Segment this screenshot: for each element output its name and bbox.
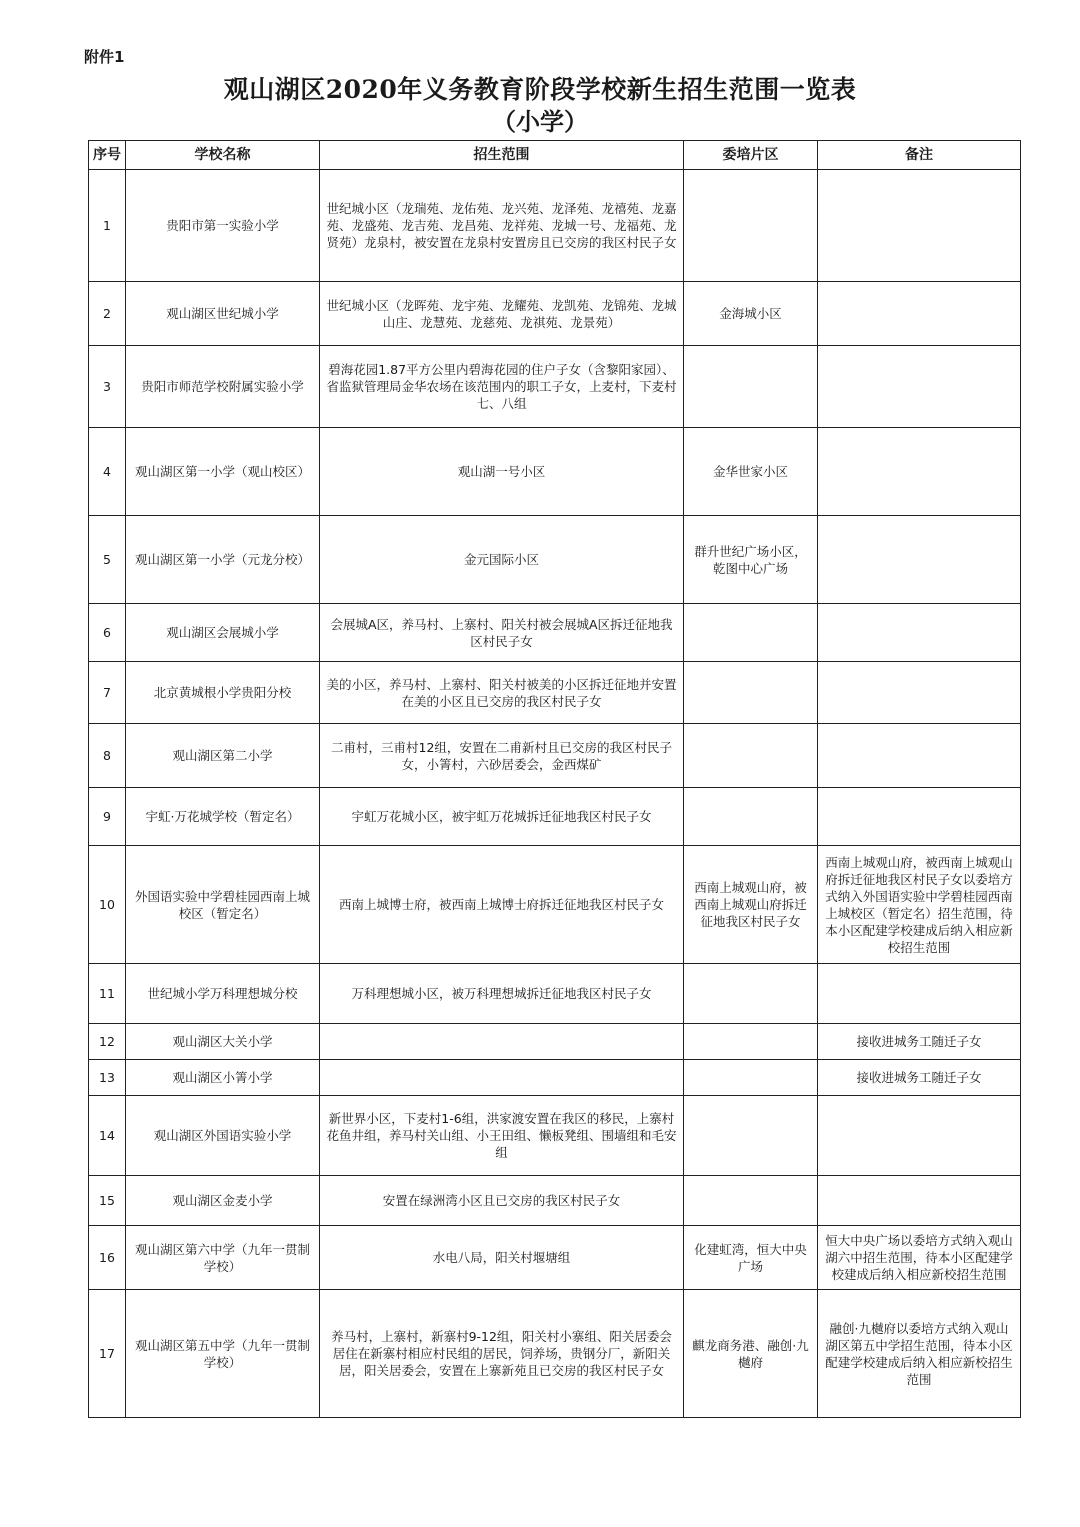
table-cell-note: 接收进城务工随迁子女 — [818, 1060, 1021, 1096]
table-cell-school: 宇虹·万花城学校（暂定名） — [126, 788, 320, 846]
table-row — [89, 724, 1021, 788]
table-cell-seq: 2 — [89, 282, 126, 346]
table-cell-school: 观山湖区第五中学（九年一贯制学校） — [126, 1290, 320, 1418]
table-cell-area — [684, 1060, 818, 1096]
table-cell-note — [818, 170, 1021, 282]
table-cell-school: 贵阳市师范学校附属实验小学 — [126, 346, 320, 428]
table-cell-note — [818, 724, 1021, 788]
table-cell-note — [818, 788, 1021, 846]
table-cell-scope — [320, 1060, 684, 1096]
header-scope: 招生范围 — [320, 141, 684, 170]
table-cell-scope: 西南上城博士府，被西南上城博士府拆迁征地我区村民子女 — [320, 846, 684, 964]
table-cell-seq: 12 — [89, 1024, 126, 1060]
table-cell-scope: 金元国际小区 — [320, 516, 684, 604]
table-cell-note: 接收进城务工随迁子女 — [818, 1024, 1021, 1060]
table-cell-area — [684, 964, 818, 1024]
table-row — [89, 1290, 1021, 1418]
table-cell-seq: 7 — [89, 662, 126, 724]
table-row — [89, 1096, 1021, 1176]
table-cell-scope: 新世界小区，下麦村1-6组，洪家渡安置在我区的移民，上寨村花鱼井组，养马村关山组、小王田组、懒板凳组、围墙组和毛安组 — [320, 1096, 684, 1176]
table-row — [89, 428, 1021, 516]
table-cell-seq: 1 — [89, 170, 126, 282]
table-cell-note — [818, 1176, 1021, 1226]
table-cell-area: 麒龙商务港、融创·九樾府 — [684, 1290, 818, 1418]
table-row — [89, 964, 1021, 1024]
table-cell-area: 西南上城观山府，被西南上城观山府拆迁征地我区村民子女 — [684, 846, 818, 964]
table-row — [89, 788, 1021, 846]
table-cell-scope: 二甫村，三甫村12组，安置在二甫新村且已交房的我区村民子女，小箐村，六砂居委会，金西煤矿 — [320, 724, 684, 788]
table-cell-note — [818, 346, 1021, 428]
table-cell-seq: 13 — [89, 1060, 126, 1096]
table-cell-school: 观山湖区小箐小学 — [126, 1060, 320, 1096]
table-cell-school: 贵阳市第一实验小学 — [126, 170, 320, 282]
table-row — [89, 516, 1021, 604]
table-cell-seq: 10 — [89, 846, 126, 964]
table-cell-seq: 17 — [89, 1290, 126, 1418]
table-cell-scope: 会展城A区，养马村、上寨村、阳关村被会展城A区拆迁征地我区村民子女 — [320, 604, 684, 662]
table-cell-seq: 11 — [89, 964, 126, 1024]
header-school: 学校名称 — [126, 141, 320, 170]
table-cell-school: 观山湖区第一小学（观山校区） — [126, 428, 320, 516]
table-cell-school: 观山湖区金麦小学 — [126, 1176, 320, 1226]
table-cell-seq: 6 — [89, 604, 126, 662]
table-cell-scope: 世纪城小区（龙晖苑、龙宇苑、龙耀苑、龙凯苑、龙锦苑、龙城山庄、龙慧苑、龙慈苑、龙祺苑、龙景苑） — [320, 282, 684, 346]
table-cell-seq: 4 — [89, 428, 126, 516]
table-cell-note: 融创·九樾府以委培方式纳入观山湖区第五中学招生范围，待本小区配建学校建成后纳入相应新校招生范围 — [818, 1290, 1021, 1418]
table-cell-school: 外国语实验中学碧桂园西南上城校区（暂定名） — [126, 846, 320, 964]
table-cell-note — [818, 964, 1021, 1024]
table-cell-note — [818, 516, 1021, 604]
table-cell-scope — [320, 1024, 684, 1060]
table-cell-scope: 养马村，上寨村，新寨村9-12组，阳关村小寨组、阳关居委会居住在新寨村相应村民组的居民，饲养场，贵钢分厂，新阳关居，阳关居委会，安置在上寨新苑且已交房的我区村民子女 — [320, 1290, 684, 1418]
table-cell-area — [684, 788, 818, 846]
table-cell-school: 世纪城小学万科理想城分校 — [126, 964, 320, 1024]
table-cell-scope: 宇虹万花城小区，被宇虹万花城拆迁征地我区村民子女 — [320, 788, 684, 846]
table-cell-seq: 8 — [89, 724, 126, 788]
table-header-row — [89, 141, 1021, 170]
table-cell-area — [684, 1176, 818, 1226]
table-cell-note — [818, 1096, 1021, 1176]
table-cell-school: 北京黄城根小学贵阳分校 — [126, 662, 320, 724]
table-cell-area — [684, 346, 818, 428]
table-row — [89, 1226, 1021, 1290]
table-cell-scope: 世纪城小区（龙瑞苑、龙佑苑、龙兴苑、龙泽苑、龙禧苑、龙嘉苑、龙盛苑、龙吉苑、龙昌苑、龙祥苑、龙城一号、龙福苑、龙贤苑）龙泉村，被安置在龙泉村安置房且已交房的我区村民子女 — [320, 170, 684, 282]
table-row — [89, 662, 1021, 724]
table-cell-scope: 万科理想城小区，被万科理想城拆迁征地我区村民子女 — [320, 964, 684, 1024]
table-cell-area: 金海城小区 — [684, 282, 818, 346]
header-area: 委培片区 — [684, 141, 818, 170]
table-cell-area — [684, 1024, 818, 1060]
table-cell-seq: 14 — [89, 1096, 126, 1176]
header-seq: 序号 — [89, 141, 126, 170]
annex-label: 附件1 — [84, 48, 125, 66]
table-row — [89, 846, 1021, 964]
table-cell-area — [684, 170, 818, 282]
table-cell-note — [818, 282, 1021, 346]
table-cell-note — [818, 428, 1021, 516]
table-cell-school: 观山湖区第六中学（九年一贯制学校） — [126, 1226, 320, 1290]
table-cell-note: 恒大中央广场以委培方式纳入观山湖六中招生范围，待本小区配建学校建成后纳入相应新校招生范围 — [818, 1226, 1021, 1290]
table-cell-scope: 观山湖一号小区 — [320, 428, 684, 516]
table-cell-note: 西南上城观山府，被西南上城观山府拆迁征地我区村民子女以委培方式纳入外国语实验中学碧桂园西南上城校区（暂定名）招生范围，待本小区配建学校建成后纳入相应新校招生范围 — [818, 846, 1021, 964]
table-row — [89, 1024, 1021, 1060]
table-cell-note — [818, 604, 1021, 662]
table-cell-school: 观山湖区会展城小学 — [126, 604, 320, 662]
table-cell-scope: 安置在绿洲湾小区且已交房的我区村民子女 — [320, 1176, 684, 1226]
table-cell-school: 观山湖区第一小学（元龙分校） — [126, 516, 320, 604]
table-cell-seq: 5 — [89, 516, 126, 604]
table-cell-note — [818, 662, 1021, 724]
header-note: 备注 — [818, 141, 1021, 170]
table-row — [89, 282, 1021, 346]
table-cell-area — [684, 724, 818, 788]
page-subtitle: （小学） — [492, 107, 588, 136]
table-cell-scope: 碧海花园1.87平方公里内碧海花园的住户子女（含黎阳家园）、省监狱管理局金华农场在该范围内的职工子女，上麦村，下麦村七、八组 — [320, 346, 684, 428]
table-cell-area: 金华世家小区 — [684, 428, 818, 516]
enrollment-table — [88, 140, 1021, 1418]
table-cell-school: 观山湖区第二小学 — [126, 724, 320, 788]
table-row — [89, 1060, 1021, 1096]
table-cell-school: 观山湖区外国语实验小学 — [126, 1096, 320, 1176]
table-cell-seq: 3 — [89, 346, 126, 428]
table-row — [89, 604, 1021, 662]
table-cell-area — [684, 662, 818, 724]
table-cell-seq: 9 — [89, 788, 126, 846]
table-cell-scope: 水电八局，阳关村堰塘组 — [320, 1226, 684, 1290]
table-row — [89, 170, 1021, 282]
page-title: 观山湖区2020年义务教育阶段学校新生招生范围一览表 — [223, 75, 857, 104]
table-cell-area — [684, 1096, 818, 1176]
table-cell-scope: 美的小区，养马村、上寨村、阳关村被美的小区拆迁征地并安置在美的小区且已交房的我区村民子女 — [320, 662, 684, 724]
table-cell-school: 观山湖区世纪城小学 — [126, 282, 320, 346]
table-cell-area: 群升世纪广场小区，乾图中心广场 — [684, 516, 818, 604]
table-cell-seq: 15 — [89, 1176, 126, 1226]
table-cell-area — [684, 604, 818, 662]
table-cell-seq: 16 — [89, 1226, 126, 1290]
table-row — [89, 346, 1021, 428]
table-row — [89, 1176, 1021, 1226]
table-cell-school: 观山湖区大关小学 — [126, 1024, 320, 1060]
table-cell-area: 化建虹湾，恒大中央广场 — [684, 1226, 818, 1290]
